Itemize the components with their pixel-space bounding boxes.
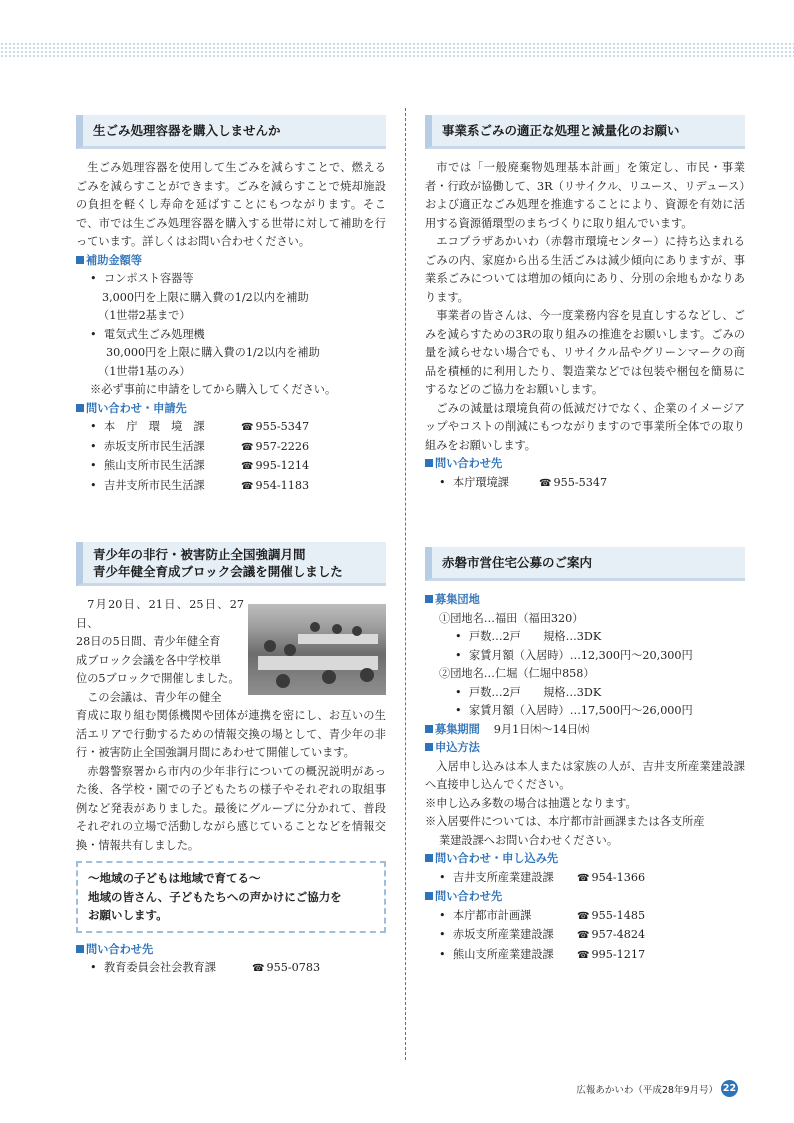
subheading: 申込方法 bbox=[425, 739, 745, 758]
subheading: 問い合わせ・申請先 bbox=[76, 400, 386, 419]
contact-row: • 教育委員会社会教育課 ☎ 955-0783 bbox=[76, 959, 386, 979]
section-header bbox=[425, 115, 745, 149]
callout-line: ～地域の子どもは地域で育てる～ bbox=[88, 871, 261, 885]
subheading: 問い合わせ先 bbox=[425, 888, 745, 907]
contact-row: • 本 庁 環 境 課 ☎ 955-5347 bbox=[76, 418, 386, 438]
note-text: 業建設課へお問い合わせください。 bbox=[439, 833, 619, 847]
phone-icon: ☎ 995-1214 bbox=[241, 457, 309, 477]
callout-box bbox=[76, 861, 386, 933]
phone-icon: ☎ 955-1485 bbox=[577, 907, 645, 927]
phone-icon: ☎ 955-5347 bbox=[241, 418, 309, 438]
column-divider bbox=[405, 108, 406, 1060]
list-detail: （1世帯2基まで） bbox=[98, 309, 191, 322]
list-detail: （1世帯1基のみ） bbox=[98, 364, 191, 378]
body-text: 生ごみ処理容器を使用して生ごみを減らすことで、燃えるごみを減らすことができます。ごみを減らすことで焼却施設の負担を軽くし寿命を延ばすことにもつながります。そこで、市では生ごみ処理容器を購入する世帯に対して補助を行っています。詳しくはお問い合わせください。 bbox=[76, 161, 386, 248]
top-dot-band bbox=[0, 42, 794, 58]
body-text: 市では「一般廃棄物処理基本計画」を策定し、市民・事業者・行政が協働して、3R（リサイクル、リユース、リデュース）および適正なごみ処理を推進することにより、資源を有効に活用する資源循環型のまちづくりに取り組んでいます。 bbox=[425, 161, 745, 230]
page-footer bbox=[576, 1080, 738, 1097]
list-detail: 3,000円を上限に購入費の1/2以内を補助 bbox=[102, 290, 309, 304]
body-text-line: 28日の5日間、青少年健全育 bbox=[76, 635, 221, 648]
section-title: 事業系ごみの適正な処理と減量化のお願い bbox=[442, 123, 680, 138]
subheading: 補助金額等 bbox=[76, 252, 386, 271]
period-value: 9月1日㈭～14日㈬ bbox=[493, 722, 590, 736]
phone-icon: ☎ 957-4824 bbox=[577, 926, 645, 946]
list-item: • 電気式生ごみ処理機 bbox=[90, 327, 205, 341]
housing-detail: • 戸数…2戸 規格…3DK bbox=[455, 630, 602, 643]
section-public-housing bbox=[425, 547, 745, 965]
publication-name: 広報あかいわ（平成28年9月号） bbox=[576, 1084, 718, 1096]
phone-icon: ☎ 995-1217 bbox=[577, 946, 645, 966]
phone-icon: ☎ 955-5347 bbox=[539, 474, 607, 494]
phone-icon: ☎ 954-1366 bbox=[577, 869, 645, 889]
body-text-line: 7月20日、21日、25日、27日、 bbox=[76, 598, 244, 630]
contact-row: • 吉井支所産業建設課 ☎ 954-1366 bbox=[425, 869, 745, 889]
note-text: ※必ず事前に申請をしてから購入してください。 bbox=[90, 383, 337, 396]
subheading: 問い合わせ・申し込み先 bbox=[425, 850, 745, 869]
housing-name: ②団地名…仁堀（仁堀中858） bbox=[439, 667, 595, 680]
contact-row: • 赤坂支所産業建設課 ☎ 957-4824 bbox=[425, 926, 745, 946]
body-text-line: この会議は、青少年の健全 bbox=[87, 690, 222, 704]
meeting-photo bbox=[248, 604, 386, 695]
contact-row: • 本庁都市計画課 ☎ 955-1485 bbox=[425, 907, 745, 927]
section-youth-meeting bbox=[76, 542, 386, 979]
phone-icon: ☎ 954-1183 bbox=[241, 477, 309, 497]
note-text: ※入居要件については、本庁都市計画課または各支所産 bbox=[425, 815, 705, 828]
section-header bbox=[425, 547, 745, 581]
body-text: 赤磐警察署から市内の少年非行についての概況説明があった後、各学校・園での子どもたちの様子やそれぞれの取組事例など発表がありました。最後にグループに分かれて、普段それぞれの立場で活動しながら感じていることなどを情報交換・情報共有しました。 bbox=[76, 764, 386, 852]
housing-detail: • 戸数…2戸 規格…3DK bbox=[455, 685, 602, 699]
phone-icon: ☎ 955-0783 bbox=[252, 959, 320, 979]
subheading: 募集期間 9月1日㈭～14日㈬ bbox=[425, 721, 745, 740]
page-number: 22 bbox=[721, 1080, 738, 1097]
subheading: 問い合わせ先 bbox=[76, 941, 386, 960]
list-detail: 30,000円を上限に購入費の1/2以内を補助 bbox=[106, 346, 320, 359]
section-composter bbox=[76, 115, 386, 496]
section-header bbox=[76, 115, 386, 149]
body-text: エコプラザあかいわ（赤磐市環境センター）に持ち込まれるごみの内、家庭から出る生活ごみは減少傾向にありますが、事業系ごみについては増加の傾向にあり、分別の余地もかなりあります。 bbox=[425, 235, 745, 304]
body-text-line: 位の5ブロックで開催しました。 bbox=[76, 672, 240, 685]
subheading: 問い合わせ先 bbox=[425, 455, 745, 474]
section-title-line1: 青少年の非行・被害防止全国強調月間 bbox=[93, 546, 306, 562]
contact-row: • 赤坂支所市民生活課 ☎ 957-2226 bbox=[76, 438, 386, 458]
body-text: 事業者の皆さんは、今一度業務内容を見直しするなどし、ごみを減らすための3Rの取り組みの推進をお願いします。ごみの量を減らせない場合でも、リサイクル品やグリーンマークの商品を積極的に利用したり、製造業などでは包装や梱包を簡易にするなどのご協力をお願いします。 bbox=[425, 309, 745, 396]
subheading: 募集団地 bbox=[425, 591, 745, 610]
body-text-line: 成ブロック会議を各中学校単 bbox=[76, 653, 222, 667]
housing-name: ①団地名…福田（福田320） bbox=[439, 611, 584, 625]
note-text: ※申し込み多数の場合は抽選となります。 bbox=[425, 796, 637, 810]
contact-row: • 熊山支所産業建設課 ☎ 995-1217 bbox=[425, 946, 745, 966]
body-text: 育成に取り組む関係機関や団体が連携を密にし、お互いの生活エリアで行動するための情報交換の場として、青少年の非行・被害防止全国強調月間にあわせて開催しています。 bbox=[76, 709, 386, 759]
housing-detail: • 家賃月額（入居時）…12,300円～20,300円 bbox=[455, 648, 693, 662]
contact-row: • 熊山支所市民生活課 ☎ 995-1214 bbox=[76, 457, 386, 477]
section-title: 赤磐市営住宅公募のご案内 bbox=[442, 555, 593, 570]
section-business-waste bbox=[425, 115, 745, 493]
list-item: • コンポスト容器等 bbox=[90, 272, 194, 285]
section-title-line2: 青少年健全育成ブロック会議を開催しました bbox=[93, 563, 343, 579]
body-text: ごみの減量は環境負荷の低減だけでなく、企業のイメージアップやコストの削減にもつながりますので事業所全体での取り組みをお願いします。 bbox=[425, 401, 745, 452]
housing-detail: • 家賃月額（入居時）…17,500円～26,000円 bbox=[455, 704, 693, 717]
section-title: 生ごみ処理容器を購入しませんか bbox=[93, 123, 281, 138]
contact-row: • 吉井支所市民生活課 ☎ 954-1183 bbox=[76, 477, 386, 497]
phone-icon: ☎ 957-2226 bbox=[241, 438, 309, 458]
section-header bbox=[76, 542, 386, 586]
contact-row: • 本庁環境課 ☎ 955-5347 bbox=[425, 474, 745, 494]
callout-line: お願いします。 bbox=[88, 908, 168, 922]
body-text: 入居申し込みは本人または家族の人が、吉井支所産業建設課へ直接申し込んでください。 bbox=[425, 759, 745, 791]
callout-line: 地域の皆さん、子どもたちへの声かけにご協力を bbox=[88, 889, 342, 904]
